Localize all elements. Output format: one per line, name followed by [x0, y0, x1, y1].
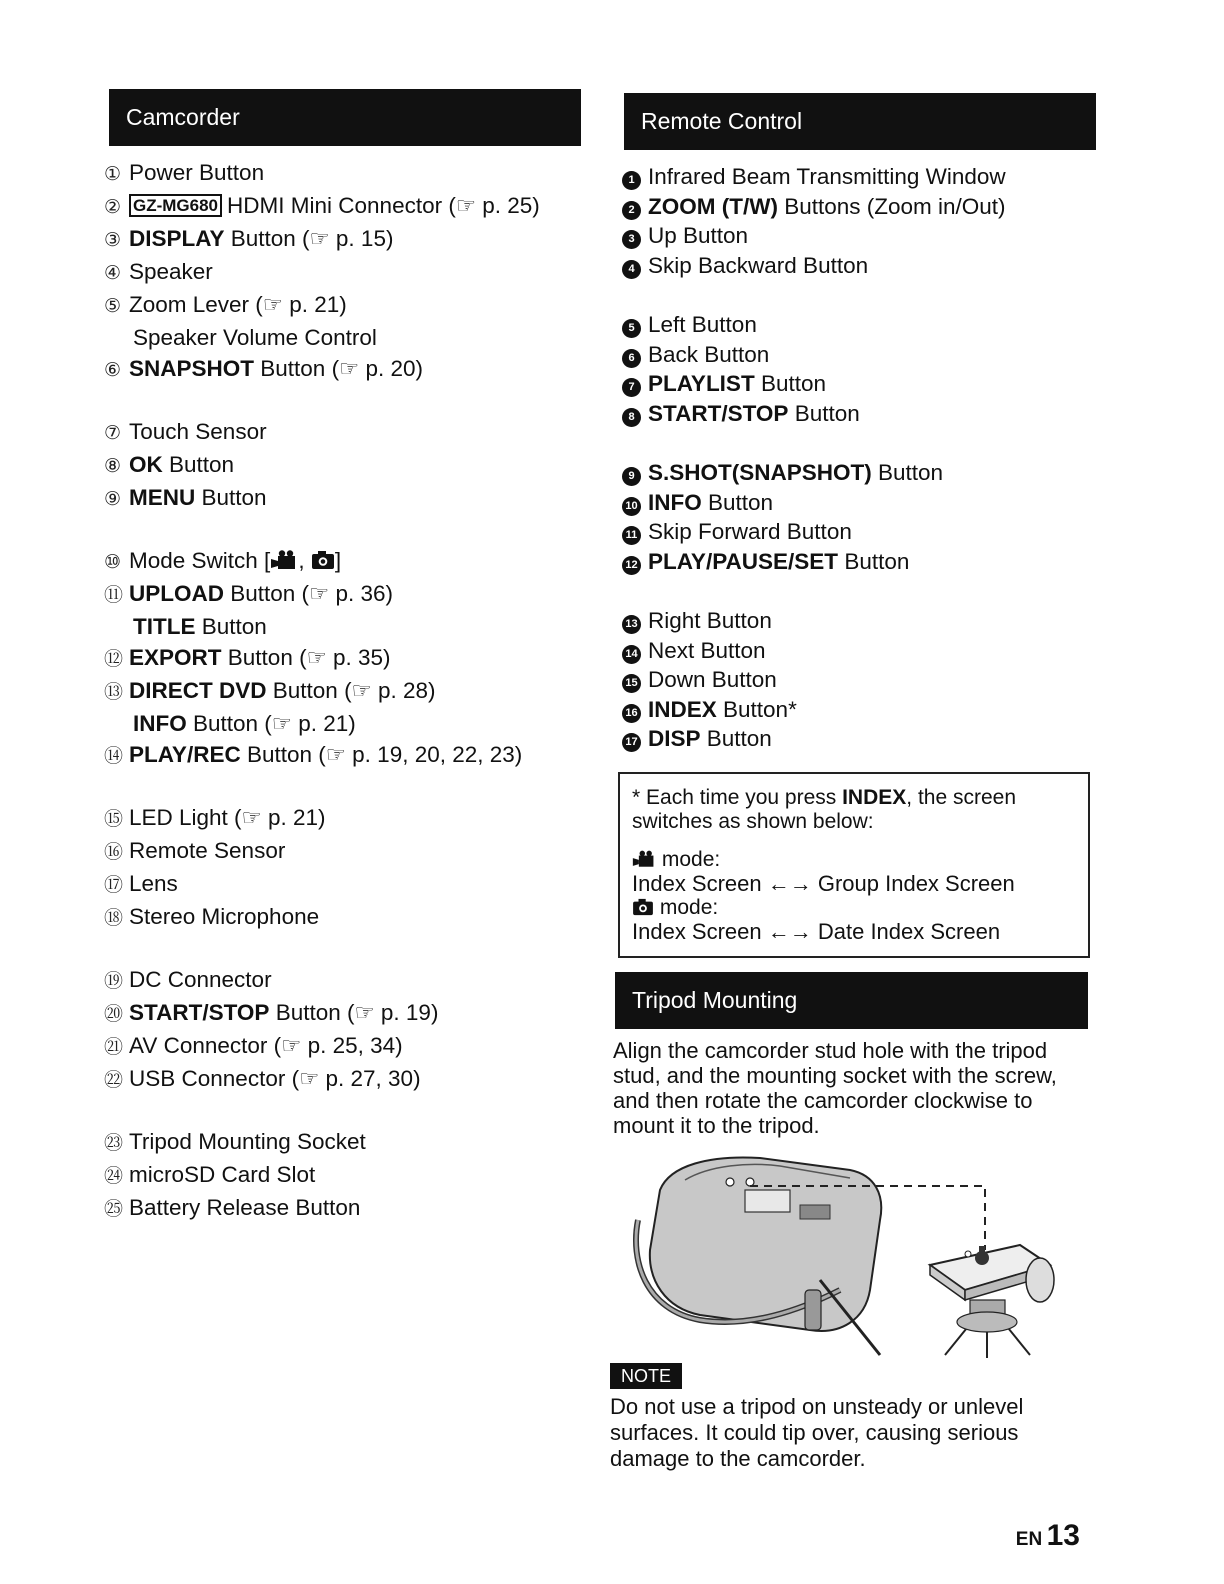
item-bold-label: PLAY/PAUSE/SET [648, 548, 839, 574]
item-label: Next Button [648, 637, 766, 663]
tripod-header [615, 972, 1088, 1029]
item-number: 6 [622, 349, 641, 368]
list-item [104, 901, 594, 934]
photo-mode-icon [632, 898, 654, 916]
item-number: ㉕ [104, 1199, 124, 1220]
item-label: Up Button [648, 223, 749, 248]
item-number: ① [104, 164, 122, 185]
list-item [622, 724, 1102, 754]
list-item [104, 675, 594, 708]
item-label: AV Connector (☞ p. 25, 34) [129, 1033, 403, 1058]
item-label: Remote Sensor [129, 838, 286, 863]
item-label: Button (☞ p. 35) [221, 645, 391, 670]
item-label: Button [162, 452, 235, 477]
list-item [104, 1063, 594, 1096]
list-item [622, 192, 1102, 222]
page-number: 13 [1046, 1519, 1080, 1552]
list-item [104, 1159, 594, 1192]
item-label: microSD Card Slot [129, 1162, 316, 1187]
tripod-title: Tripod Mounting [632, 987, 798, 1013]
item-number: ㉓ [104, 1133, 124, 1154]
item-label: Stereo Microphone [129, 904, 320, 929]
item-number: ③ [104, 230, 122, 251]
list-item [622, 310, 1102, 340]
item-number: ㉑ [104, 1037, 124, 1058]
list-item-sub [104, 708, 594, 739]
item-label: Button [701, 489, 774, 515]
item-bold-label: OK [129, 452, 163, 477]
item-number: 1 [622, 171, 641, 190]
list-item [104, 482, 594, 515]
tripod-instructions: Align the camcorder stud hole with the tripod stud, and the mounting socket with the screw, and then rotate the camcorder clockwise to mount it to the tripod. [613, 1038, 1057, 1138]
list-item [622, 665, 1102, 695]
item-label: Button [700, 726, 772, 751]
item-number: 3 [622, 230, 641, 249]
item-label: Button [195, 485, 267, 510]
item-sub-label: Speaker Volume Control [133, 325, 377, 350]
item-label: Button (☞ p. 19) [269, 1000, 439, 1025]
tripod-mounting-illustration [630, 1150, 1070, 1360]
item-number: ⑯ [104, 842, 124, 863]
list-item [104, 1192, 594, 1225]
item-label: Touch Sensor [129, 419, 267, 444]
video-mode-icon [270, 550, 298, 570]
item-label: Lens [129, 871, 178, 896]
item-bold-label: S.SHOT(SNAPSHOT) [648, 460, 872, 485]
list-item [622, 606, 1102, 636]
list-item [622, 488, 1102, 518]
list-item [104, 416, 594, 449]
photo-mode-sequence: Index Screen ←→ Date Index Screen [632, 919, 1001, 944]
item-bold-label: START/STOP [648, 400, 789, 426]
list-item-sub [104, 611, 594, 642]
item-number: 8 [622, 408, 641, 427]
item-number: 2 [622, 201, 641, 220]
list-item [622, 162, 1102, 192]
note-label: NOTE [610, 1363, 682, 1389]
item-label: Infrared Beam Transmitting Window [648, 164, 1006, 189]
item-number: 16 [622, 704, 641, 723]
list-item [104, 190, 594, 223]
remote-list [622, 162, 1102, 754]
item-sub-bold-label: TITLE [133, 614, 196, 639]
item-label: Right Button [648, 608, 772, 633]
item-label: Zoom Lever (☞ p. 21) [129, 292, 347, 317]
list-item [622, 547, 1102, 577]
camcorder-header [109, 89, 581, 146]
item-label: Down Button [648, 667, 777, 692]
remote-title: Remote Control [641, 108, 803, 134]
item-number: ⑨ [104, 489, 122, 510]
item-label: Tripod Mounting Socket [129, 1129, 366, 1154]
item-number: ⑥ [104, 360, 122, 381]
item-number: 17 [622, 733, 641, 752]
list-item [622, 399, 1102, 429]
item-bold-label: PLAYLIST [648, 371, 755, 396]
list-item [104, 868, 594, 901]
item-number: ⑩ [104, 552, 122, 573]
list-item [622, 340, 1102, 370]
camcorder-list [104, 157, 594, 1225]
item-sub-label: Button [195, 614, 267, 639]
item-label: Battery Release Button [129, 1195, 361, 1220]
item-label: HDMI Mini Connector (☞ p. 25) [227, 193, 540, 218]
list-item [104, 1126, 594, 1159]
item-sub-bold-label: INFO [133, 711, 187, 736]
item-label: Button (☞ p. 19, 20, 22, 23) [240, 742, 523, 767]
item-label: Skip Backward Button [648, 252, 869, 278]
item-number: 12 [622, 556, 641, 575]
item-number: ⑤ [104, 296, 122, 317]
item-bold-label: UPLOAD [129, 581, 224, 606]
item-label: Button [871, 460, 944, 485]
item-number: ⑲ [104, 971, 124, 992]
list-item [622, 695, 1102, 725]
video-mode-line: mode: [632, 848, 1076, 872]
item-bold-label: SNAPSHOT [129, 356, 255, 381]
item-number: 14 [622, 645, 641, 664]
list-item [622, 458, 1102, 488]
item-number: ⑫ [104, 649, 124, 670]
list-item [104, 449, 594, 482]
camcorder-title: Camcorder [126, 104, 240, 130]
item-number: ② [104, 197, 122, 218]
item-label: DC Connector [129, 967, 272, 992]
item-number: ⑦ [104, 423, 122, 444]
item-bold-label: INDEX [648, 696, 717, 722]
photo-mode-line: mode: [632, 896, 1076, 920]
item-bold-label: MENU [129, 485, 196, 510]
list-item [104, 578, 594, 611]
item-number: 9 [622, 467, 641, 486]
item-label-close: ] [334, 548, 342, 573]
item-number: ⑪ [104, 585, 124, 606]
item-label: USB Connector (☞ p. 27, 30) [129, 1066, 421, 1091]
list-item [622, 636, 1102, 666]
language-code: EN [1015, 1529, 1043, 1550]
item-number: 10 [622, 497, 641, 516]
index-note-line1: * Each time you press INDEX, the screen [632, 786, 1017, 809]
list-item [104, 964, 594, 997]
remote-header [624, 93, 1096, 150]
item-label: Skip Forward Button [648, 519, 852, 544]
item-number: ⑬ [104, 682, 124, 703]
list-item [622, 221, 1102, 251]
item-bold-label: EXPORT [129, 645, 222, 670]
list-item [622, 251, 1102, 281]
list-item [104, 157, 594, 190]
item-number: ⑱ [104, 908, 124, 929]
list-item [104, 739, 594, 772]
item-label: Button (☞ p. 28) [266, 678, 436, 703]
item-label: Power Button [129, 160, 265, 185]
item-number: ⑧ [104, 456, 122, 477]
item-number: ⑰ [104, 875, 124, 896]
item-number: ⑭ [104, 746, 124, 767]
item-number: 11 [622, 526, 641, 545]
index-note-line2: switches as shown below: [632, 810, 874, 833]
item-number: 7 [622, 378, 641, 397]
item-number: ⑳ [104, 1004, 124, 1025]
item-sub-label: Button (☞ p. 21) [186, 711, 356, 736]
item-number: 15 [622, 674, 641, 693]
item-label: Speaker [129, 259, 213, 284]
page-footer [1016, 1519, 1080, 1553]
item-number: 4 [622, 260, 641, 279]
index-note-box [618, 772, 1090, 958]
note-text: Do not use a tripod on unsteady or unlevel surfaces. It could tip over, causing serious damage to the camcorder. [610, 1394, 1024, 1471]
item-label: Button* [716, 696, 797, 722]
item-label: Button (☞ p. 20) [254, 356, 424, 381]
list-item [104, 642, 594, 675]
item-number: 5 [622, 319, 641, 338]
item-label: Button (☞ p. 15) [224, 226, 394, 251]
item-bold-label: INFO [648, 489, 702, 515]
list-item [104, 353, 594, 386]
list-item [104, 289, 594, 322]
item-bold-label: START/STOP [129, 1000, 270, 1025]
list-item [622, 517, 1102, 547]
item-label: LED Light (☞ p. 21) [129, 805, 326, 830]
item-number: ⑮ [104, 809, 124, 830]
video-mode-icon [632, 850, 656, 868]
item-number: ㉒ [104, 1070, 124, 1091]
item-label: Button [838, 548, 910, 574]
list-item: ⑩ Mode Switch [ , ] [104, 545, 594, 578]
item-label: Back Button [648, 341, 770, 367]
item-bold-label: PLAY/REC [129, 742, 241, 767]
model-badge: GZ-MG680 [129, 194, 222, 217]
item-label: Button [754, 371, 827, 396]
item-number: ④ [104, 263, 122, 284]
list-item [104, 256, 594, 289]
list-item [104, 1030, 594, 1063]
item-label: Left Button [648, 312, 757, 337]
list-item [104, 997, 594, 1030]
item-bold-label: DIRECT DVD [129, 678, 267, 703]
list-item [104, 835, 594, 868]
item-label: Button (☞ p. 36) [224, 581, 394, 606]
photo-mode-icon [311, 550, 335, 570]
video-mode-sequence: Index Screen ←→ Group Index Screen [632, 871, 1015, 896]
item-bold-label: DISP [648, 726, 701, 751]
list-item-sub [104, 322, 594, 353]
item-number: 13 [622, 615, 641, 634]
item-number: ㉔ [104, 1166, 124, 1187]
item-bold-label: ZOOM (T/W) [648, 193, 778, 219]
item-label: Button [788, 400, 860, 426]
item-label: Buttons (Zoom in/Out) [777, 193, 1006, 219]
item-bold-label: DISPLAY [129, 226, 225, 251]
item-label: Mode Switch [ [129, 548, 271, 573]
list-item [622, 369, 1102, 399]
list-item [104, 223, 594, 256]
list-item [104, 802, 594, 835]
